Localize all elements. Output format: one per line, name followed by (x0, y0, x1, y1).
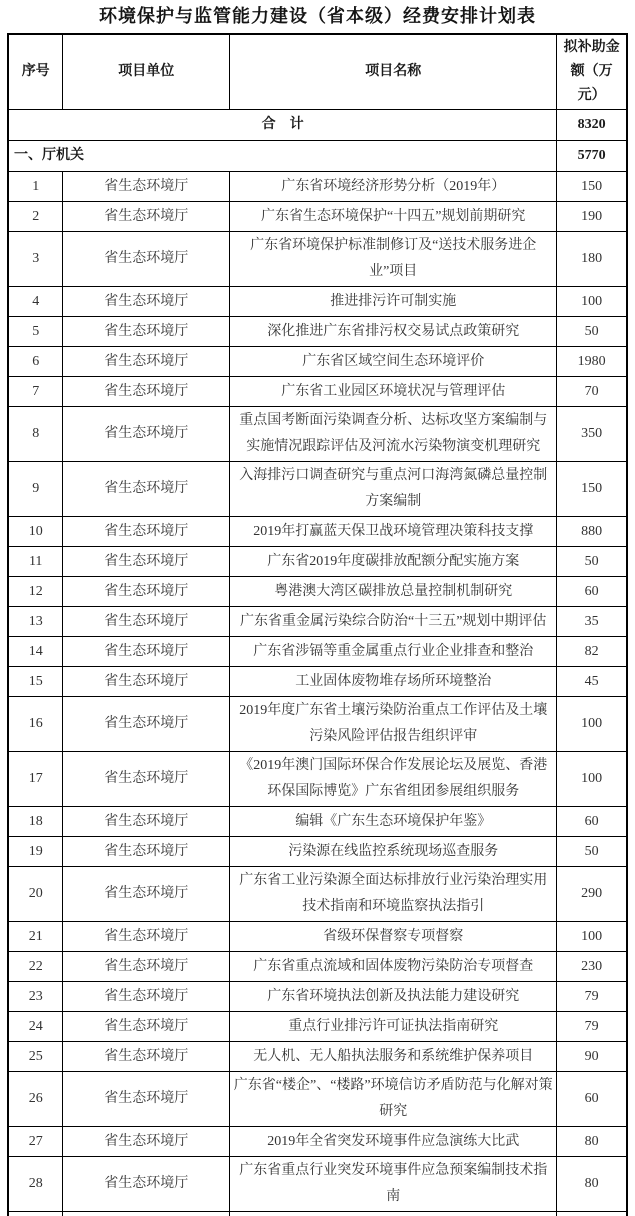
row-amount: 50 (557, 837, 627, 867)
row-amount: 100 (557, 752, 627, 807)
row-name: 广东省环境保护标准制修订及“送技术服务进企业”项目 (230, 232, 557, 287)
row-amount: 90 (557, 1042, 627, 1072)
row-index: 20 (8, 867, 63, 922)
row-index: 14 (8, 637, 63, 667)
table-row (8, 287, 627, 317)
row-name: 重点国考断面污染调查分析、达标攻坚方案编制与实施情况跟踪评估及河流水污染物演变机理研究 (230, 407, 557, 462)
row-amount: 50 (557, 317, 627, 347)
row-unit: 省生态环境厅 (63, 697, 230, 752)
table-row (8, 867, 627, 922)
section-row (8, 141, 627, 172)
table-row (8, 347, 627, 377)
row-index: 16 (8, 697, 63, 752)
row-amount: 100 (557, 287, 627, 317)
row-amount: 180 (557, 232, 627, 287)
row-index: 13 (8, 607, 63, 637)
row-name: 省级环保督察专项督察 (230, 922, 557, 952)
table-row (8, 1072, 627, 1127)
row-unit: 省生态环境厅 (63, 1072, 230, 1127)
row-index: 10 (8, 517, 63, 547)
partial-next-row (8, 1212, 627, 1216)
table-row (8, 577, 627, 607)
row-name: 《2019年澳门国际环保合作发展论坛及展览、香港环保国际博览》广东省组团参展组织服务 (230, 752, 557, 807)
row-name: 粤港澳大湾区碳排放总量控制机制研究 (230, 577, 557, 607)
table-row (8, 752, 627, 807)
col-header-index: 序号 (8, 34, 63, 110)
row-index: 22 (8, 952, 63, 982)
table-row (8, 547, 627, 577)
row-index: 21 (8, 922, 63, 952)
table-row (8, 667, 627, 697)
table-row (8, 807, 627, 837)
row-amount: 45 (557, 667, 627, 697)
row-name: 广东省区域空间生态环境评价 (230, 347, 557, 377)
table-row (8, 837, 627, 867)
row-name: 2019年打赢蓝天保卫战环境管理决策科技支撑 (230, 517, 557, 547)
total-label: 合 计 (8, 110, 557, 141)
row-amount: 100 (557, 922, 627, 952)
row-unit: 省生态环境厅 (63, 867, 230, 922)
row-name: 深化推进广东省排污权交易试点政策研究 (230, 317, 557, 347)
table-row (8, 922, 627, 952)
row-unit: 省生态环境厅 (63, 1042, 230, 1072)
row-unit: 省生态环境厅 (63, 462, 230, 517)
row-index: 3 (8, 232, 63, 287)
row-name: 广东省工业污染源全面达标排放行业污染治理实用技术指南和环境监察执法指引 (230, 867, 557, 922)
row-unit: 省生态环境厅 (63, 232, 230, 287)
total-amount: 8320 (557, 110, 627, 141)
row-amount: 350 (557, 407, 627, 462)
total-row (8, 110, 627, 141)
row-unit: 省生态环境厅 (63, 637, 230, 667)
row-name: 广东省环境执法创新及执法能力建设研究 (230, 982, 557, 1012)
row-index: 11 (8, 547, 63, 577)
row-name: 无人机、无人船执法服务和系统维护保养项目 (230, 1042, 557, 1072)
row-unit: 省生态环境厅 (63, 922, 230, 952)
header-row (8, 34, 627, 110)
row-name: 推进排污许可制实施 (230, 287, 557, 317)
table-row (8, 377, 627, 407)
row-amount: 70 (557, 377, 627, 407)
row-unit: 省生态环境厅 (63, 752, 230, 807)
row-index: 7 (8, 377, 63, 407)
row-name: 污染源在线监控系统现场巡查服务 (230, 837, 557, 867)
row-name: 广东省“楼企”、“楼路”环境信访矛盾防范与化解对策研究 (230, 1072, 557, 1127)
row-amount: 82 (557, 637, 627, 667)
table-row (8, 462, 627, 517)
row-name: 广东省重金属污染综合防治“十三五”规划中期评估 (230, 607, 557, 637)
table-row (8, 202, 627, 232)
row-amount: 290 (557, 867, 627, 922)
row-index: 18 (8, 807, 63, 837)
page-title: 环境保护与监管能力建设（省本级）经费安排计划表 (99, 6, 536, 26)
row-unit: 省生态环境厅 (63, 1127, 230, 1157)
section-label: 一、厅机关 (8, 141, 557, 172)
row-unit: 省生态环境厅 (63, 347, 230, 377)
table-row (8, 407, 627, 462)
row-amount: 79 (557, 1012, 627, 1042)
row-unit: 省生态环境厅 (63, 667, 230, 697)
row-name: 2019年度广东省土壤污染防治重点工作评估及土壤污染风险评估报告组织评审 (230, 697, 557, 752)
row-index: 25 (8, 1042, 63, 1072)
row-unit: 省生态环境厅 (63, 1157, 230, 1212)
table-row (8, 1012, 627, 1042)
row-index: 5 (8, 317, 63, 347)
row-amount: 80 (557, 1157, 627, 1212)
row-unit: 省生态环境厅 (63, 577, 230, 607)
row-unit: 省生态环境厅 (63, 1012, 230, 1042)
row-unit: 省生态环境厅 (63, 202, 230, 232)
row-amount: 150 (557, 172, 627, 202)
row-index: 12 (8, 577, 63, 607)
row-index: 15 (8, 667, 63, 697)
table-body (8, 110, 627, 1216)
col-header-unit: 项目单位 (63, 34, 230, 110)
row-amount: 60 (557, 577, 627, 607)
row-amount: 1980 (557, 347, 627, 377)
row-unit: 省生态环境厅 (63, 982, 230, 1012)
col-header-amount: 拟补助金额（万元） (557, 34, 627, 110)
section-amount: 5770 (557, 141, 627, 172)
row-unit: 省生态环境厅 (63, 407, 230, 462)
row-amount: 35 (557, 607, 627, 637)
row-amount: 60 (557, 807, 627, 837)
row-name: 广东省工业园区环境状况与管理评估 (230, 377, 557, 407)
row-name: 2019年全省突发环境事件应急演练大比武 (230, 1127, 557, 1157)
table-row (8, 952, 627, 982)
row-index: 9 (8, 462, 63, 517)
budget-table (7, 33, 628, 1216)
table-row (8, 317, 627, 347)
row-amount: 880 (557, 517, 627, 547)
row-index: 27 (8, 1127, 63, 1157)
row-index: 28 (8, 1157, 63, 1212)
row-amount: 230 (557, 952, 627, 982)
row-unit: 省生态环境厅 (63, 287, 230, 317)
row-amount: 79 (557, 982, 627, 1012)
row-index: 6 (8, 347, 63, 377)
row-index: 8 (8, 407, 63, 462)
row-name: 重点行业排污许可证执法指南研究 (230, 1012, 557, 1042)
row-index: 17 (8, 752, 63, 807)
table-row (8, 697, 627, 752)
row-amount: 190 (557, 202, 627, 232)
table-row (8, 517, 627, 547)
row-index: 24 (8, 1012, 63, 1042)
row-index: 23 (8, 982, 63, 1012)
row-unit: 省生态环境厅 (63, 952, 230, 982)
row-amount: 150 (557, 462, 627, 517)
row-unit: 省生态环境厅 (63, 172, 230, 202)
row-amount: 50 (557, 547, 627, 577)
row-index: 19 (8, 837, 63, 867)
row-name: 广东省重点流域和固体废物污染防治专项督查 (230, 952, 557, 982)
row-name: 广东省环境经济形势分析（2019年） (230, 172, 557, 202)
row-unit: 省生态环境厅 (63, 547, 230, 577)
row-name: 广东省生态环境保护“十四五”规划前期研究 (230, 202, 557, 232)
row-unit: 省生态环境厅 (63, 517, 230, 547)
table-row (8, 1157, 627, 1212)
row-name: 编辑《广东生态环境保护年鉴》 (230, 807, 557, 837)
table-row (8, 982, 627, 1012)
row-index: 2 (8, 202, 63, 232)
table-row (8, 1042, 627, 1072)
row-unit: 省生态环境厅 (63, 807, 230, 837)
row-unit: 省生态环境厅 (63, 317, 230, 347)
row-name: 工业固体废物堆存场所环境整治 (230, 667, 557, 697)
row-name: 入海排污口调查研究与重点河口海湾氮磷总量控制方案编制 (230, 462, 557, 517)
row-index: 4 (8, 287, 63, 317)
col-header-name: 项目名称 (230, 34, 557, 110)
table-row (8, 232, 627, 287)
row-name: 广东省重点行业突发环境事件应急预案编制技术指南 (230, 1157, 557, 1212)
row-unit: 省生态环境厅 (63, 837, 230, 867)
row-amount: 60 (557, 1072, 627, 1127)
table-row (8, 172, 627, 202)
row-unit: 省生态环境厅 (63, 607, 230, 637)
row-index: 1 (8, 172, 63, 202)
row-name: 广东省2019年度碳排放配额分配实施方案 (230, 547, 557, 577)
row-amount: 100 (557, 697, 627, 752)
table-row (8, 1127, 627, 1157)
row-unit: 省生态环境厅 (63, 377, 230, 407)
row-amount: 80 (557, 1127, 627, 1157)
table-row (8, 607, 627, 637)
table-row (8, 637, 627, 667)
row-name: 广东省涉镉等重金属重点行业企业排查和整治 (230, 637, 557, 667)
row-index: 26 (8, 1072, 63, 1127)
